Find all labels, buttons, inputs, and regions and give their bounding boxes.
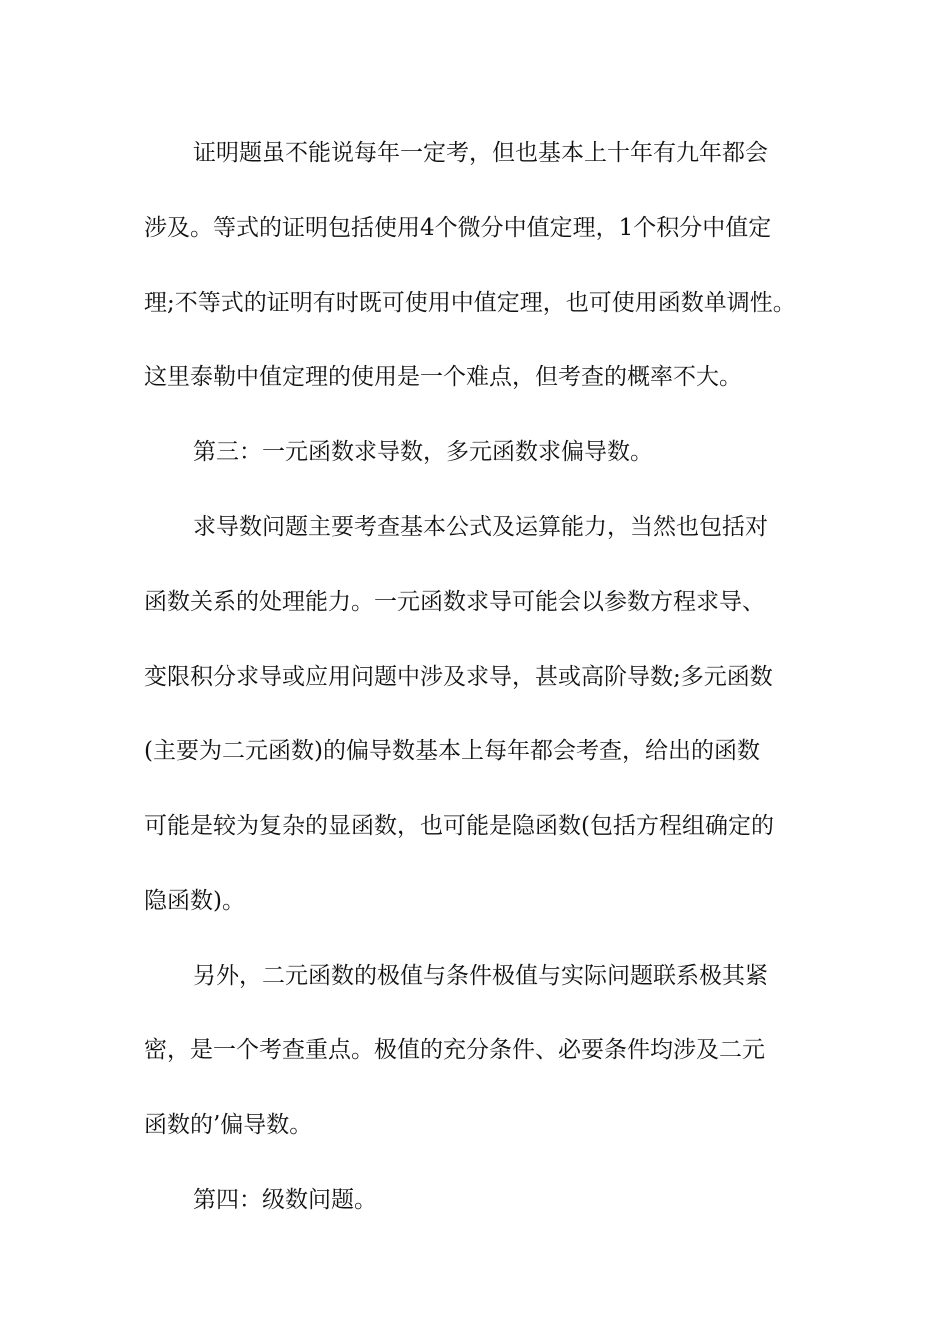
paragraph-line-1: 证明题虽不能说每年一定考，但也基本上十年有九年都会: [193, 140, 768, 166]
paragraph-line-6: 函数关系的处理能力。一元函数求导可能会以参数方程求导、: [144, 589, 765, 615]
section-heading-3: 第三：一元函数求导数，多元函数求偏导数。: [193, 439, 653, 465]
paragraph-line-13: 函数的’偏导数。: [144, 1112, 313, 1138]
paragraph-line-2: 涉及。等式的证明包括使用4个微分中值定理，1个积分中值定: [144, 215, 772, 241]
paragraph-line-12: 密，是一个考查重点。极值的充分条件、必要条件均涉及二元: [144, 1037, 765, 1063]
section-heading-4: 第四：级数问题。: [193, 1187, 377, 1213]
paragraph-line-9: 可能是较为复杂的显函数，也可能是隐函数(包括方程组确定的: [144, 813, 774, 839]
paragraph-line-4: 这里泰勒中值定理的使用是一个难点，但考查的概率不大。: [144, 364, 742, 390]
paragraph-line-8: (主要为二元函数)的偏导数基本上每年都会考查，给出的函数: [144, 738, 760, 764]
paragraph-line-7: 变限积分求导或应用问题中涉及求导，甚或高阶导数;多元函数: [144, 664, 773, 690]
paragraph-line-3: 理;不等式的证明有时既可使用中值定理，也可使用函数单调性。: [144, 290, 796, 316]
paragraph-line-5: 求导数问题主要考查基本公式及运算能力，当然也包括对: [193, 514, 768, 540]
paragraph-line-11: 另外，二元函数的极值与条件极值与实际问题联系极其紧: [193, 963, 768, 989]
paragraph-line-10: 隐函数)。: [144, 888, 245, 914]
